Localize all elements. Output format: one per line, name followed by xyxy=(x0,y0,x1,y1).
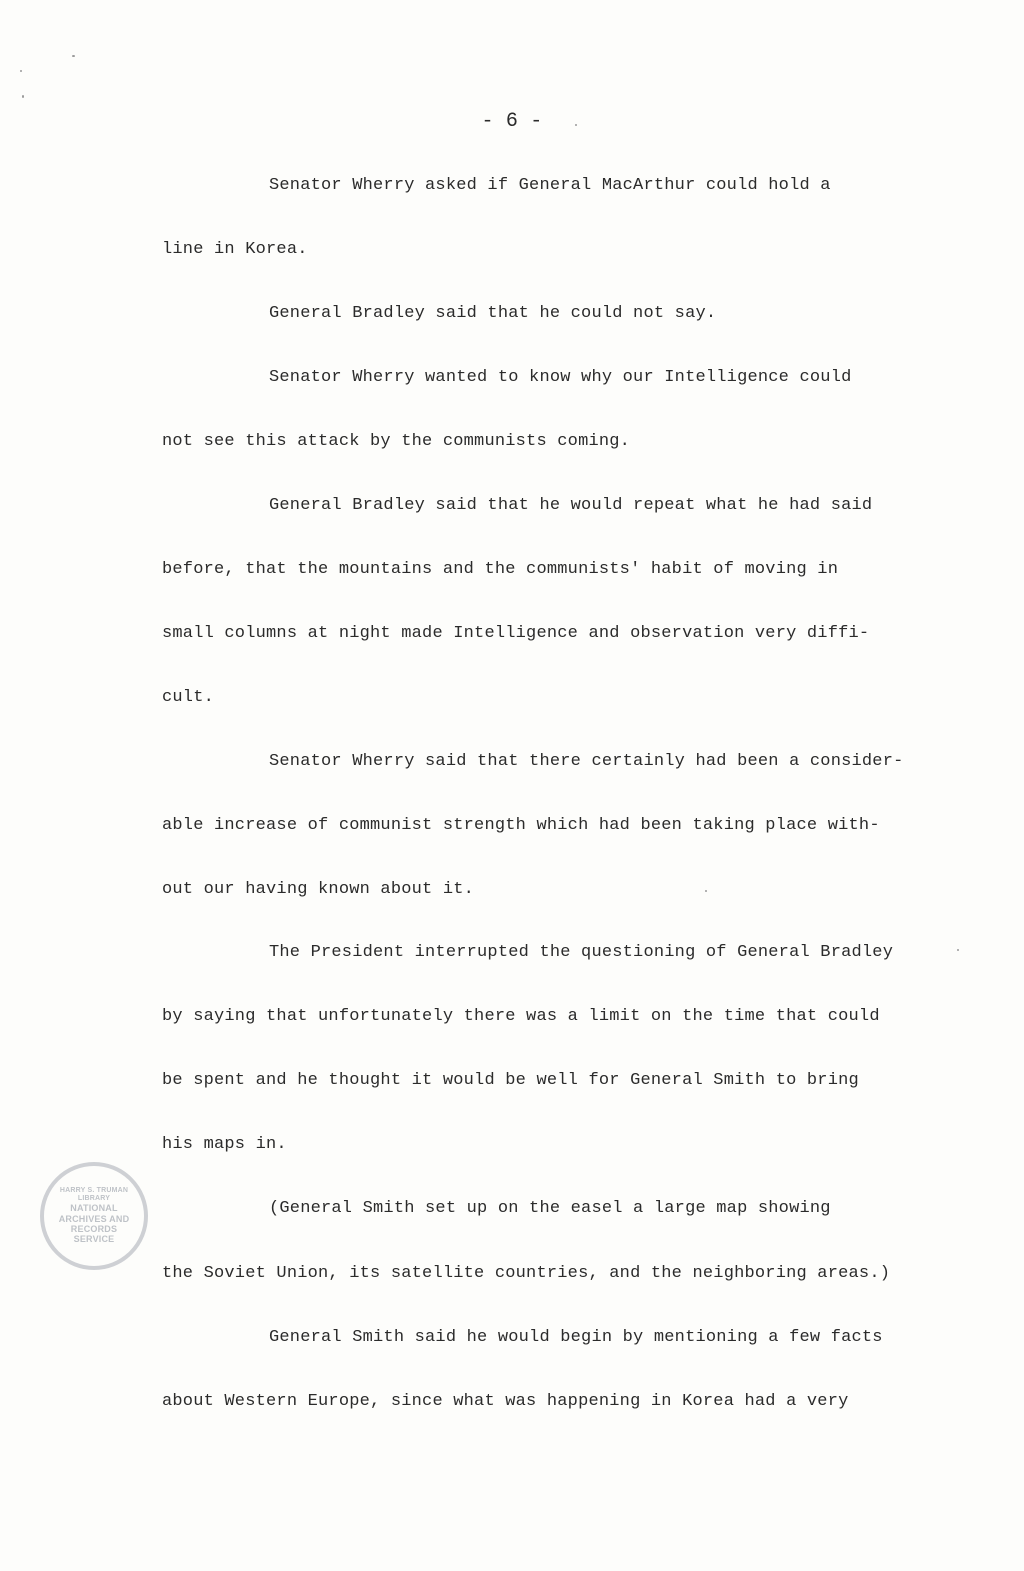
scan-speck xyxy=(72,55,75,57)
text-line: his maps in. xyxy=(162,1135,287,1154)
stamp-text: SERVICE xyxy=(73,1234,115,1245)
text-line: before, that the mountains and the communists' habit of moving in xyxy=(162,560,839,579)
text-line: line in Korea. xyxy=(162,240,308,259)
scan-speck xyxy=(575,124,577,126)
text-line: General Bradley said that he could not say. xyxy=(269,304,717,323)
text-line: small columns at night made Intelligence and observation very diffi- xyxy=(162,624,870,643)
text-line: The President interrupted the questioning of General Bradley xyxy=(269,943,894,962)
page-number: - 6 - xyxy=(481,110,543,133)
stamp-text: RECORDS xyxy=(70,1224,118,1235)
text-line: about Western Europe, since what was happening in Korea had a very xyxy=(162,1392,849,1411)
text-line: the Soviet Union, its satellite countries, and the neighboring areas.) xyxy=(162,1264,891,1283)
scan-speck xyxy=(957,949,959,951)
text-line: cult. xyxy=(162,688,215,707)
text-line: General Smith said he would begin by mentioning a few facts xyxy=(269,1328,883,1347)
text-line: General Bradley said that he would repeat what he had said xyxy=(269,496,873,515)
text-line: be spent and he thought it would be well for General Smith to bring xyxy=(162,1071,859,1090)
stamp-text: HARRY S. TRUMAN LIBRARY xyxy=(59,1187,129,1203)
text-line: (General Smith set up on the easel a large map showing xyxy=(269,1199,831,1218)
text-line: Senator Wherry said that there certainly had been a consider- xyxy=(269,752,904,771)
text-line: out our having known about it. xyxy=(162,880,475,899)
archive-stamp xyxy=(40,1162,148,1270)
text-line: able increase of communist strength which had been taking place with- xyxy=(162,816,880,835)
text-line: not see this attack by the communists coming. xyxy=(162,432,631,451)
text-line: Senator Wherry wanted to know why our Intelligence could xyxy=(269,368,852,387)
scan-speck xyxy=(705,890,707,892)
text-line: Senator Wherry asked if General MacArthur could hold a xyxy=(269,176,831,195)
scan-speck xyxy=(22,95,24,98)
stamp-text: NATIONAL xyxy=(70,1203,118,1214)
text-line: by saying that unfortunately there was a limit on the time that could xyxy=(162,1007,880,1026)
stamp-text: ARCHIVES AND xyxy=(58,1213,130,1224)
scan-speck xyxy=(20,70,22,72)
